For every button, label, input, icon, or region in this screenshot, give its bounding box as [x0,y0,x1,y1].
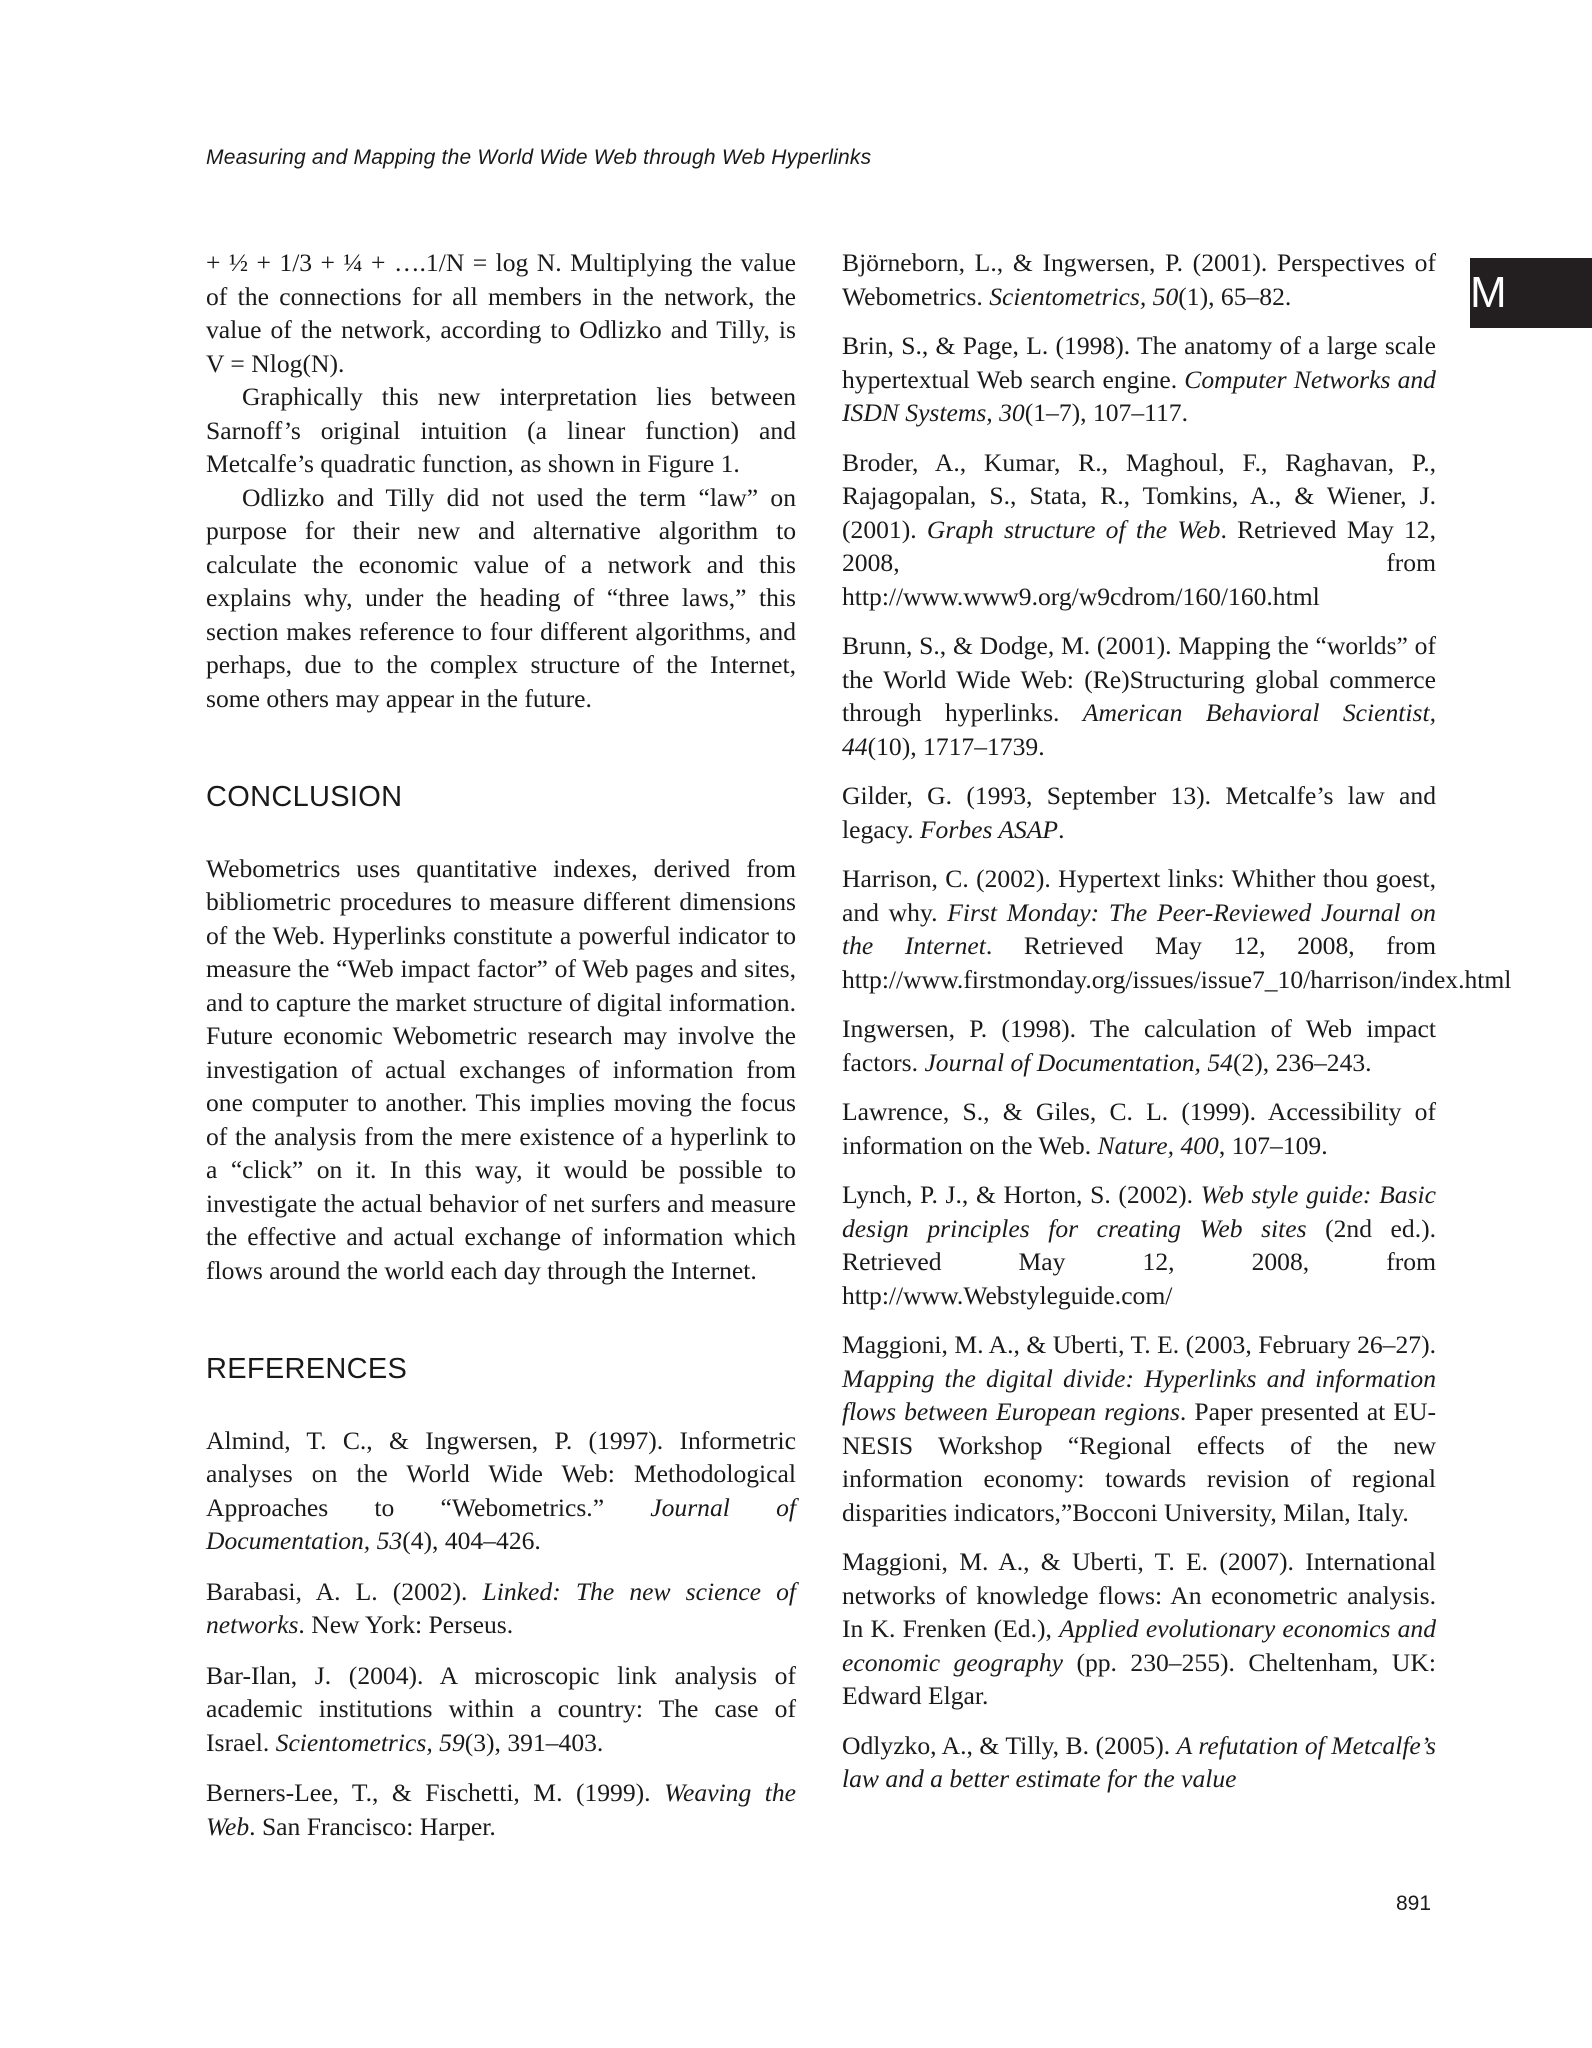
reference-entry: Lawrence, S., & Giles, C. L. (1999). Accessibility of information on the Web. Nature, 400, 107–109. [842,1097,1436,1160]
reference-entry: Ingwersen, P. (1998). The calculation of Web impact factors. Journal of Documentation, 54(2), 236–243. [842,1014,1436,1077]
running-head: Measuring and Mapping the World Wide Web through Web Hyperlinks [206,146,872,169]
reference-entry: Barabasi, A. L. (2002). Linked: The new science of networks. New York: Perseus. [206,1576,796,1639]
section-tab-letter: M [1470,268,1507,317]
reference-entry: Odlyzko, A., & Tilly, B. (2005). A refutation of Metcalfe’s law and a better estimate for the value [842,1730,1436,1793]
references-heading: REFERENCES [206,1353,408,1385]
reference-entry: Brin, S., & Page, L. (1998). The anatomy of a large scale hypertextual Web search engine. Computer Networks and ISDN Systems, 30(1–7), 107–117. [842,331,1436,427]
conclusion-heading: CONCLUSION [206,781,403,813]
reference-entry: Gilder, G. (1993, September 13). Metcalfe’s law and legacy. Forbes ASAP. [842,781,1436,844]
reference-entry: Maggioni, M. A., & Uberti, T. E. (2007). International networks of knowledge flows: An econometric analysis. In K. Frenken (Ed.), Applied evolutionary economics and economic geography (pp. 230–255). Cheltenham, UK: Edward Elgar. [842,1547,1436,1710]
section-tab-marker [1470,258,1592,328]
body-paragraph: + ½ + 1/3 + ¼ + ….1/N = log N. Multiplying the value of the connections for all members in the network, the value of the network, according to Odlizko and Tilly, is V = Nlog(N). [206,248,796,378]
right-column [842,246,1512,1812]
reference-entry: Björneborn, L., & Ingwersen, P. (2001). Perspectives of Webometrics. Scientometrics, 50(1), 65–82. [842,248,1436,311]
reference-entry: Brunn, S., & Dodge, M. (2001). Mapping the “worlds” of the World Wide Web: (Re)Structuring global commerce through hyperlinks. American Behavioral Scientist, 44(10), 1717–1739. [842,631,1436,761]
reference-entry: Harrison, C. (2002). Hypertext links: Whither thou goest, and why. First Monday: The Peer-Reviewed Journal on the Internet. Retrieved May 12, 2008, from http://www.firstmonday.org/issues/issue7_10/harrison/index.html [842,864,1512,994]
reference-entry: Maggioni, M. A., & Uberti, T. E. (2003, February 26–27). Mapping the digital divide: Hyperlinks and information flows between European regions. Paper presented at EU-NESIS Workshop “Regional effects of the new information economy: towards revision of regional disparities indicators,”Bocconi University, Milan, Italy. [842,1330,1436,1527]
reference-entry: Broder, A., Kumar, R., Maghoul, F., Raghavan, P., Rajagopalan, S., Stata, R., Tomkins, A., & Wiener, J. (2001). Graph structure of the Web. Retrieved May 12, 2008, from http://www.www9.org/w9cdrom/160/160.html [842,447,1436,611]
reference-entry: Bar-Ilan, J. (2004). A microscopic link analysis of academic institutions within a country: The case of Israel. Scientometrics, 59(3), 391–403. [206,1660,796,1757]
body-paragraph: Graphically this new interpretation lies between Sarnoff’s original intuition (a linear function) and Metcalfe’s quadratic function, as shown in Figure 1. [206,382,796,478]
body-paragraph: Odlizko and Tilly did not used the term “law” on purpose for their new and alternative algorithm to calculate the economic value of a network and this explains why, under the heading of “three laws,” this section makes reference to four different algorithms, and perhaps, due to the complex structure of the Internet, some others may appear in the future. [206,482,796,713]
reference-entry: Almind, T. C., & Ingwersen, P. (1997). Informetric analyses on the World Wide Web: Methodological Approaches to “Webometrics.” Journal of Documentation, 53(4), 404–426. [206,1425,796,1555]
reference-entry: Berners-Lee, T., & Fischetti, M. (1999). Weaving the Web. San Francisco: Harper. [206,1778,796,1841]
reference-entry: Lynch, P. J., & Horton, S. (2002). Web style guide: Basic design principles for creating Web sites (2nd ed.). Retrieved May 12, 2008, from http://www.Webstyleguide.com/ [842,1180,1437,1310]
conclusion-paragraph: Webometrics uses quantitative indexes, derived from bibliometric procedures to measure different dimensions of the Web. Hyperlinks constitute a powerful indicator to measure the “Web impact factor” of Web pages and sites, and to capture the market structure of digital information. Future economic Webometric research may involve the investigation of actual exchanges of information from one computer to another. This implies moving the focus of the analysis from the mere existence of a hyperlink to a “click” on it. In this way, it would be possible to investigate the actual behavior of net surfers and measure the effective and actual exchange of information which flows around the world each day through the Internet. [206,853,796,1285]
page-number: 891 [1396,1892,1432,1915]
left-column [206,246,796,1860]
